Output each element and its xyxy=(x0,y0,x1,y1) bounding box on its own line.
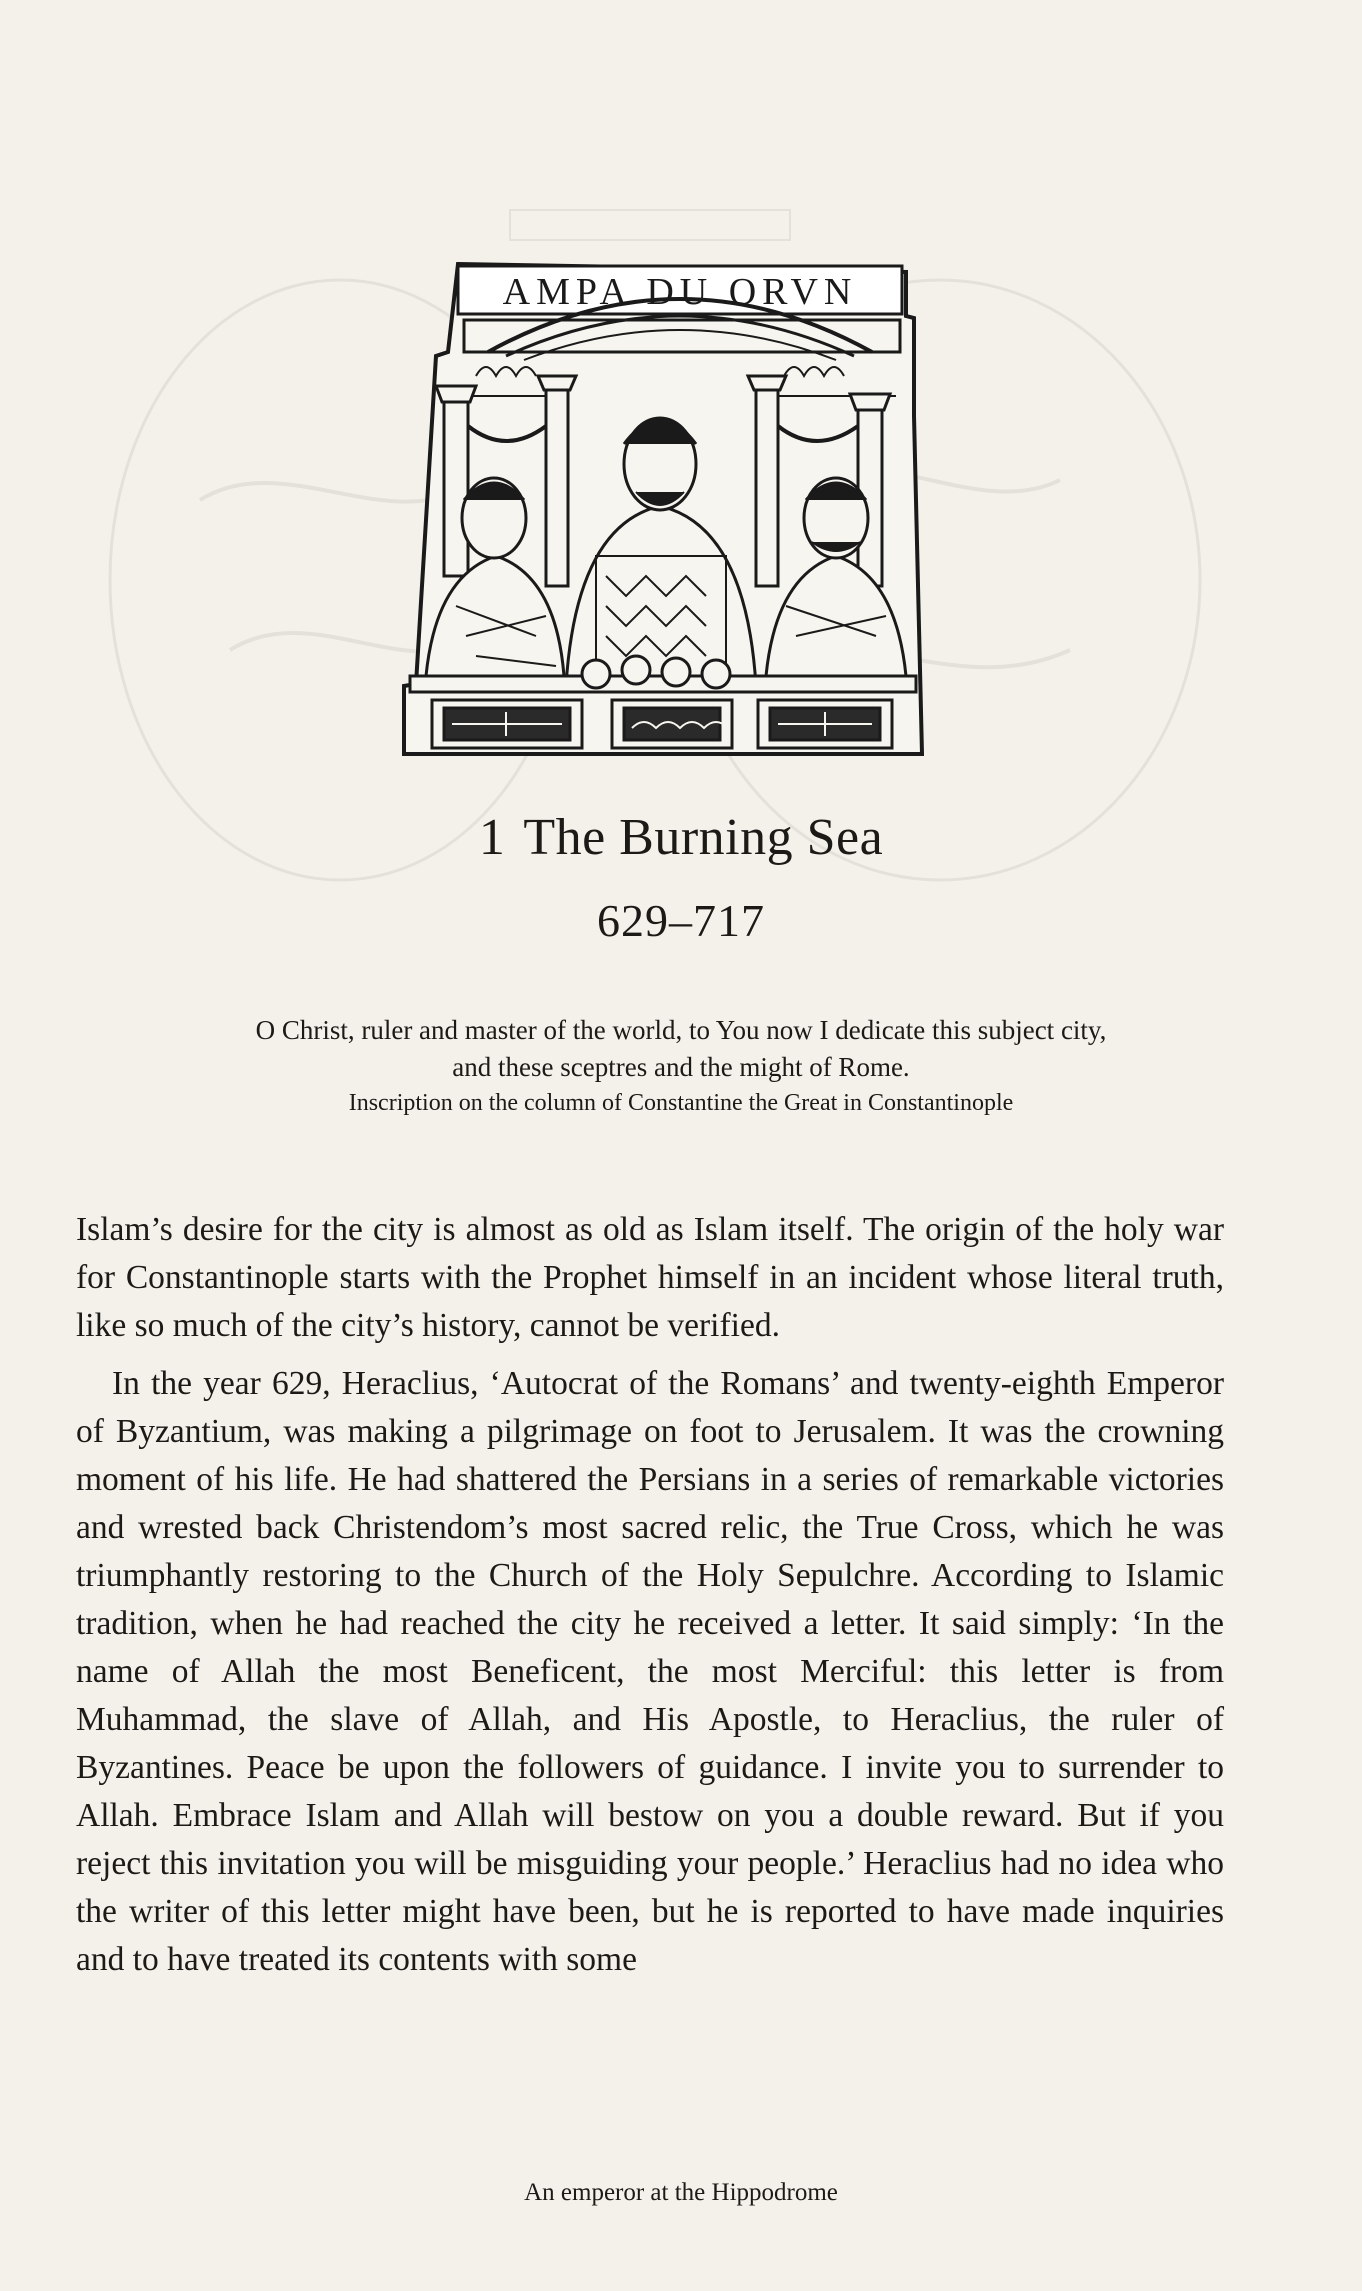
epigraph xyxy=(60,1012,1302,1120)
epigraph-source: Inscription on the column of Constantine the Great in Constantinople xyxy=(348,1090,1014,1116)
inscription-text: AMPA DU ORVN xyxy=(502,271,858,313)
body-text xyxy=(76,1206,1224,1984)
illustration-caption: An emperor at the Hippodrome xyxy=(524,2179,838,2206)
paragraph-1: Islam’s desire for the city is almost as old as Islam itself. The origin of the holy war for Constantinople starts with the Prophet himself in an incident whose literal truth, like so much of the city’s history, cannot be verified. xyxy=(76,1211,1224,1344)
chapter-number: 1 xyxy=(478,809,506,866)
paragraph-2: In the year 629, Heraclius, ‘Autocrat of the Romans’ and twenty-eighth Emperor of Byzantium, was making a pilgrimage on foot to Jerusalem. It was the crowning moment of his life. He had shattered the Persians in a series of remarkable victories and wrested back Christendom’s most sacred relic, the True Cross, which he was triumphantly restoring to the Church of the Holy Sepulchre. According to Islamic tradition, when he had reached the city he received a letter. It said simply: ‘In the name of Allah the most Beneficent, the most Merciful: this letter is from Muhammad, the slave of Allah, and His Apostle, to Heraclius, the ruler of Byzantines. Peace be upon the followers of guidance. I invite you to surrender to Allah. Embrace Islam and Allah will bestow on you a double reward. But if you reject this invitation you will be misguiding your people.’ Heraclius had no idea who the writer of this letter might have been, but he is reported to have made inquiries and to have treated its contents with some xyxy=(76,1365,1224,1978)
emperor-illustration xyxy=(396,256,924,758)
chapter-dates: 629–717 xyxy=(597,895,765,946)
chapter-title: The Burning Sea xyxy=(523,809,884,866)
chapter-heading xyxy=(0,808,1362,868)
epigraph-line-2: and these sceptres and the might of Rome. xyxy=(452,1052,910,1082)
epigraph-line-1: O Christ, ruler and master of the world, to You now I dedicate this subject city, xyxy=(255,1015,1107,1045)
